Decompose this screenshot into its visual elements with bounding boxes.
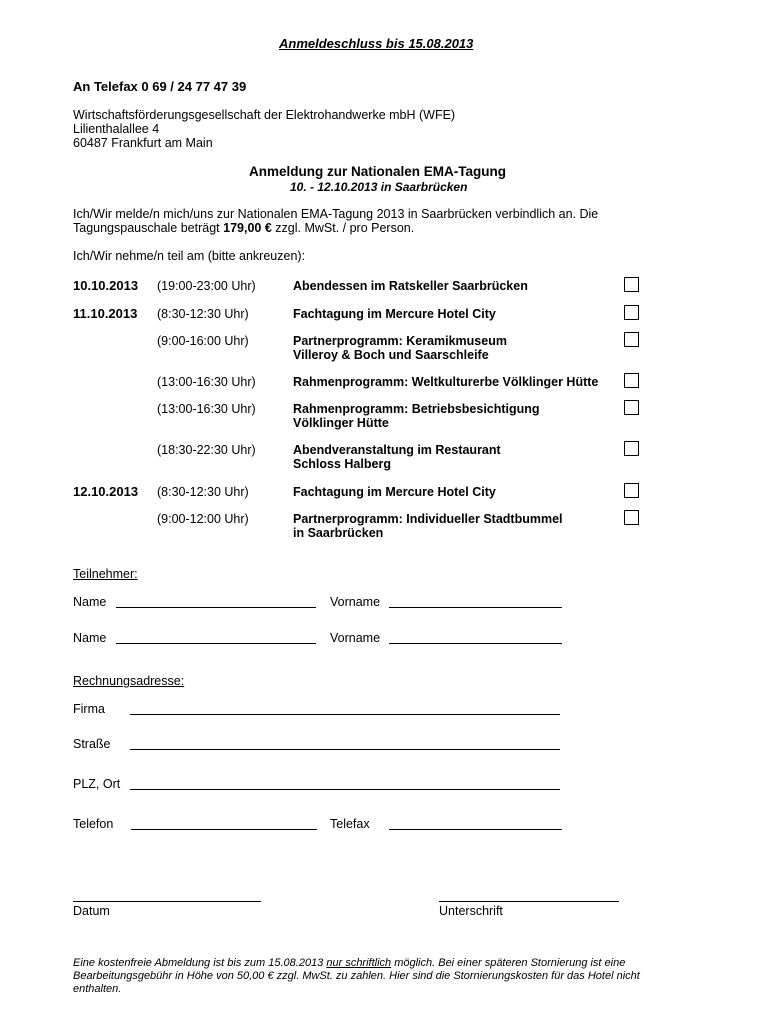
event-description: Abendveranstaltung im Restaurant <box>293 443 501 457</box>
billing-heading: Rechnungsadresse: <box>73 674 185 688</box>
event-time: (13:00-16:30 Uhr) <box>157 375 256 389</box>
name-label: Name <box>73 595 107 609</box>
fax-number-line: An Telefax 0 69 / 24 77 47 39 <box>73 79 247 94</box>
firma-field[interactable] <box>130 702 560 715</box>
event-time: (8:30-12:30 Uhr) <box>157 307 249 321</box>
address-line-company: Wirtschaftsförderungsgesellschaft der Elektrohandwerke mbH (WFE) <box>73 108 456 122</box>
event-checkbox[interactable] <box>624 483 639 498</box>
participate-instruction: Ich/Wir nehme/n teil am (bitte ankreuzen): <box>73 249 306 263</box>
event-checkbox[interactable] <box>624 305 639 320</box>
plz-ort-label: PLZ, Ort <box>73 777 121 791</box>
document-title: Anmeldung zur Nationalen EMA-Tagung <box>249 164 506 179</box>
vorname-label: Vorname <box>330 631 381 645</box>
vorname-field-2[interactable] <box>389 631 562 644</box>
deadline-heading: Anmeldeschluss bis 15.08.2013 <box>279 36 474 51</box>
event-description: Partnerprogramm: Keramikmuseum <box>293 334 507 348</box>
footer-note-line-2: Bearbeitungsgebühr in Höhe von 50,00 € zzgl. MwSt. zu zahlen. Hier sind die Stornierungskosten für das Hotel nicht <box>73 970 640 982</box>
intro-line-2: Tagungspauschale beträgt 179,00 € zzgl. MwSt. / pro Person. <box>73 221 415 235</box>
event-description: Fachtagung im Mercure Hotel City <box>293 485 496 499</box>
fee-amount: 179,00 € <box>223 221 272 235</box>
strasse-label: Straße <box>73 737 111 751</box>
event-checkbox[interactable] <box>624 373 639 388</box>
event-time: (13:00-16:30 Uhr) <box>157 402 256 416</box>
footer-note-line-3: enthalten. <box>73 983 122 995</box>
name-label: Name <box>73 631 107 645</box>
firma-label: Firma <box>73 702 105 716</box>
document-subtitle: 10. - 12.10.2013 in Saarbrücken <box>290 180 468 194</box>
event-date: 11.10.2013 <box>73 306 138 321</box>
event-checkbox[interactable] <box>624 332 639 347</box>
telefax-field[interactable] <box>389 817 562 830</box>
telefax-label: Telefax <box>330 817 370 831</box>
strasse-field[interactable] <box>130 737 560 750</box>
event-description: Abendessen im Ratskeller Saarbrücken <box>293 279 528 293</box>
event-checkbox[interactable] <box>624 441 639 456</box>
plz-ort-field[interactable] <box>130 777 560 790</box>
unterschrift-field[interactable] <box>439 889 619 902</box>
event-time: (8:30-12:30 Uhr) <box>157 485 249 499</box>
event-description-cont: Schloss Halberg <box>293 457 391 471</box>
telefon-field[interactable] <box>131 817 317 830</box>
footer-emphasis: nur schriftlich <box>326 957 392 969</box>
address-line-city: 60487 Frankfurt am Main <box>73 136 213 150</box>
event-time: (9:00-16:00 Uhr) <box>157 334 249 348</box>
datum-field[interactable] <box>73 889 261 902</box>
event-checkbox[interactable] <box>624 400 639 415</box>
event-description: Fachtagung im Mercure Hotel City <box>293 307 496 321</box>
event-date: 12.10.2013 <box>73 484 139 499</box>
intro-line-1: Ich/Wir melde/n mich/uns zur Nationalen EMA-Tagung 2013 in Saarbrücken verbindlich an. Die <box>73 207 599 221</box>
address-line-street: Lilienthalallee 4 <box>73 122 160 136</box>
participants-heading: Teilnehmer: <box>73 567 138 581</box>
vorname-label: Vorname <box>330 595 381 609</box>
vorname-field-1[interactable] <box>389 595 562 608</box>
footer-note-line-1: Eine kostenfreie Abmeldung ist bis zum 15.08.2013 nur schriftlich möglich. Bei einer späteren Stornierung ist eine <box>73 957 626 969</box>
event-description: Rahmenprogramm: Weltkulturerbe Völklinger Hütte <box>293 375 599 389</box>
event-description-cont: Villeroy & Boch und Saarschleife <box>293 348 489 362</box>
event-date: 10.10.2013 <box>73 278 139 293</box>
event-checkbox[interactable] <box>624 277 639 292</box>
event-description-cont: in Saarbrücken <box>293 526 384 540</box>
event-time: (9:00-12:00 Uhr) <box>157 512 249 526</box>
unterschrift-label: Unterschrift <box>439 904 503 918</box>
name-field-1[interactable] <box>116 595 316 608</box>
event-description: Rahmenprogramm: Betriebsbesichtigung <box>293 402 540 416</box>
event-time: (19:00-23:00 Uhr) <box>157 279 256 293</box>
event-description: Partnerprogramm: Individueller Stadtbummel <box>293 512 563 526</box>
name-field-2[interactable] <box>116 631 316 644</box>
datum-label: Datum <box>73 904 110 918</box>
telefon-label: Telefon <box>73 817 114 831</box>
event-checkbox[interactable] <box>624 510 639 525</box>
event-description-cont: Völklinger Hütte <box>293 416 389 430</box>
event-time: (18:30-22:30 Uhr) <box>157 443 256 457</box>
